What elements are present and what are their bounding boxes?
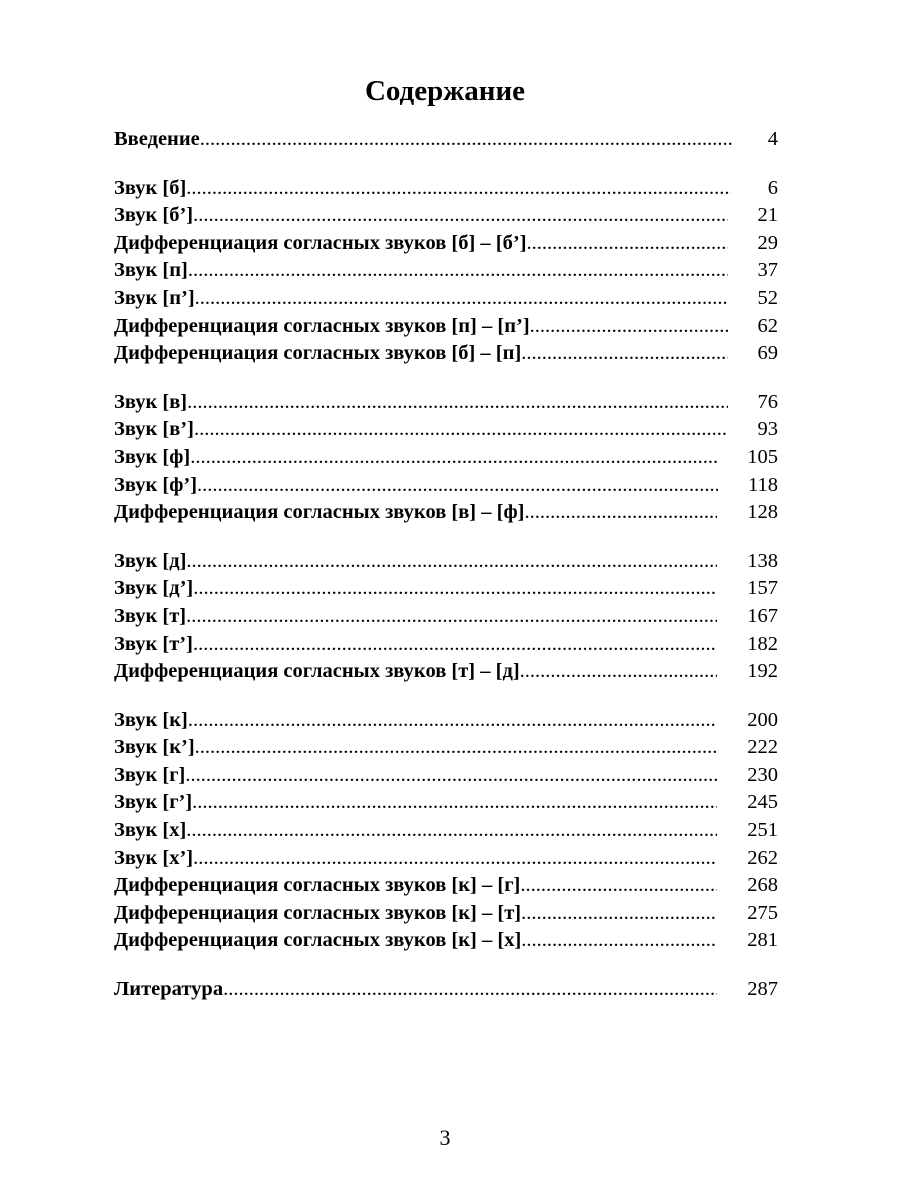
toc-entry <box>114 472 778 500</box>
toc-entry-title: Звук [п’] <box>114 286 195 309</box>
toc-entry <box>114 444 778 472</box>
toc-dot-leader <box>193 575 717 603</box>
toc-dot-leader <box>185 762 717 790</box>
toc-entry-title: Дифференциация согласных звуков [б] – [п] <box>114 342 522 365</box>
toc-entry <box>114 707 778 735</box>
toc-entry-page: 230 <box>747 763 778 786</box>
toc-entry <box>114 900 778 928</box>
toc-dot-leader <box>186 548 717 576</box>
toc-entry <box>114 872 778 900</box>
toc-dot-leader <box>193 845 717 873</box>
toc-entry <box>114 631 778 659</box>
toc-entry <box>114 789 778 817</box>
toc-entry <box>114 230 778 258</box>
toc-entry-title: Звук [в] <box>114 390 188 413</box>
toc-entry-title: Звук [х’] <box>114 846 194 869</box>
toc-entry-page: 37 <box>757 259 778 282</box>
toc-dot-leader <box>520 872 717 900</box>
toc-entry-title: Звук [в’] <box>114 418 194 441</box>
toc-dot-leader <box>521 927 717 955</box>
toc-entry-title: Введение <box>114 128 200 150</box>
toc-dot-leader <box>193 202 727 230</box>
toc-entry-page: 281 <box>747 929 778 952</box>
toc-dot-leader <box>520 658 718 686</box>
toc-entry <box>114 548 778 576</box>
toc-dot-leader <box>223 976 717 1004</box>
toc-entry <box>114 658 778 686</box>
toc-entry-page: 128 <box>747 501 778 524</box>
toc-entry <box>114 927 778 955</box>
toc-entry <box>114 817 778 845</box>
toc-dot-leader <box>200 126 732 154</box>
page-title: Содержание <box>364 75 526 108</box>
toc-entry-page: 222 <box>747 736 778 759</box>
toc-dot-leader <box>190 444 717 472</box>
toc-entry-title: Звук [ф’] <box>114 473 198 496</box>
toc-entry-title: Звук [п] <box>114 259 188 282</box>
toc-dot-leader <box>186 175 731 203</box>
toc-entry-title: Звук [т’] <box>114 632 193 655</box>
toc-entry <box>114 313 778 341</box>
toc-dot-leader <box>188 257 728 285</box>
toc-entry-title: Звук [б’] <box>114 204 194 227</box>
toc-entry <box>114 285 778 313</box>
toc-entry-title: Звук [х] <box>114 819 187 842</box>
toc-entry <box>114 762 778 790</box>
toc-entry-title: Звук [к] <box>114 708 188 731</box>
toc-entry-title: Литература <box>114 978 224 1001</box>
toc-dot-leader <box>192 789 717 817</box>
toc-entry-title: Звук [г’] <box>114 791 193 814</box>
toc-entry-page: 76 <box>757 390 778 413</box>
toc-entry-title: Дифференциация согласных звуков [в] – [ф] <box>114 501 525 524</box>
toc-dot-leader <box>521 340 727 368</box>
toc-group <box>114 175 778 368</box>
toc-dot-leader <box>527 230 728 258</box>
toc-entry-page: 157 <box>747 577 778 600</box>
table-of-contents <box>114 126 778 1025</box>
toc-dot-leader <box>524 499 717 527</box>
toc-entry-page: 200 <box>747 708 778 731</box>
toc-dot-leader <box>188 707 717 735</box>
toc-entry <box>114 389 778 417</box>
toc-entry <box>114 845 778 873</box>
toc-group <box>114 548 778 686</box>
toc-dot-leader <box>187 389 727 417</box>
toc-entry-page: 138 <box>747 549 778 572</box>
toc-entry-page: 29 <box>757 231 778 254</box>
toc-dot-leader <box>197 472 718 500</box>
toc-entry <box>114 202 778 230</box>
toc-entry-page: 105 <box>747 445 778 468</box>
toc-entry-page: 275 <box>747 901 778 924</box>
toc-entry <box>114 416 778 444</box>
toc-entry <box>114 734 778 762</box>
toc-group <box>114 389 778 527</box>
toc-entry-page: 69 <box>757 342 778 365</box>
toc-entry <box>114 340 778 368</box>
toc-entry <box>114 175 778 203</box>
toc-entry-title: Звук [ф] <box>114 445 191 468</box>
toc-dot-leader <box>194 416 728 444</box>
toc-dot-leader <box>521 900 717 928</box>
toc-entry-page: 6 <box>767 176 778 199</box>
toc-dot-leader <box>193 631 717 659</box>
toc-entry-title: Звук [т] <box>114 604 187 627</box>
toc-entry-page: 245 <box>747 791 778 814</box>
toc-entry-title: Звук [г] <box>114 763 186 786</box>
toc-entry-title: Дифференциация согласных звуков [к] – [г] <box>114 874 521 897</box>
toc-entry-page: 93 <box>757 418 778 441</box>
toc-entry <box>114 976 778 1004</box>
toc-group <box>114 976 778 1004</box>
toc-entry-page: 118 <box>748 473 778 496</box>
toc-entry <box>114 575 778 603</box>
toc-entry-title: Звук [д] <box>114 549 187 572</box>
toc-dot-leader <box>195 285 728 313</box>
toc-dot-leader <box>530 313 728 341</box>
toc-entry-title: Звук [б] <box>114 176 187 199</box>
toc-group <box>114 707 778 955</box>
page-number: 3 <box>439 1125 451 1150</box>
toc-entry <box>114 499 778 527</box>
toc-entry-page: 287 <box>747 978 778 1001</box>
toc-entry <box>114 126 778 154</box>
toc-entry-page: 21 <box>757 204 778 227</box>
toc-entry-page: 62 <box>757 314 778 337</box>
toc-entry-title: Дифференциация согласных звуков [б] – [б’] <box>114 231 527 254</box>
toc-entry-title: Звук [к’] <box>114 736 195 759</box>
toc-entry-title: Дифференциация согласных звуков [т] – [д] <box>114 660 520 683</box>
toc-dot-leader <box>186 603 717 631</box>
toc-entry-title: Дифференциация согласных звуков [п] – [п’] <box>114 314 530 337</box>
toc-entry-title: Дифференциация согласных звуков [к] – [х] <box>114 929 522 952</box>
toc-dot-leader <box>195 734 718 762</box>
toc-entry-page: 182 <box>747 632 778 655</box>
toc-entry-page: 4 <box>767 128 778 150</box>
toc-entry-page: 251 <box>747 819 778 842</box>
toc-entry-page: 167 <box>747 604 778 627</box>
toc-entry-title: Звук [д’] <box>114 577 194 600</box>
toc-entry-page: 262 <box>747 846 778 869</box>
toc-entry <box>114 257 778 285</box>
toc-entry-page: 52 <box>757 286 778 309</box>
toc-group <box>114 126 778 154</box>
toc-entry-page: 192 <box>747 660 778 683</box>
toc-entry <box>114 603 778 631</box>
toc-entry-page: 268 <box>747 874 778 897</box>
toc-entry-title: Дифференциация согласных звуков [к] – [т] <box>114 901 522 924</box>
toc-dot-leader <box>186 817 717 845</box>
